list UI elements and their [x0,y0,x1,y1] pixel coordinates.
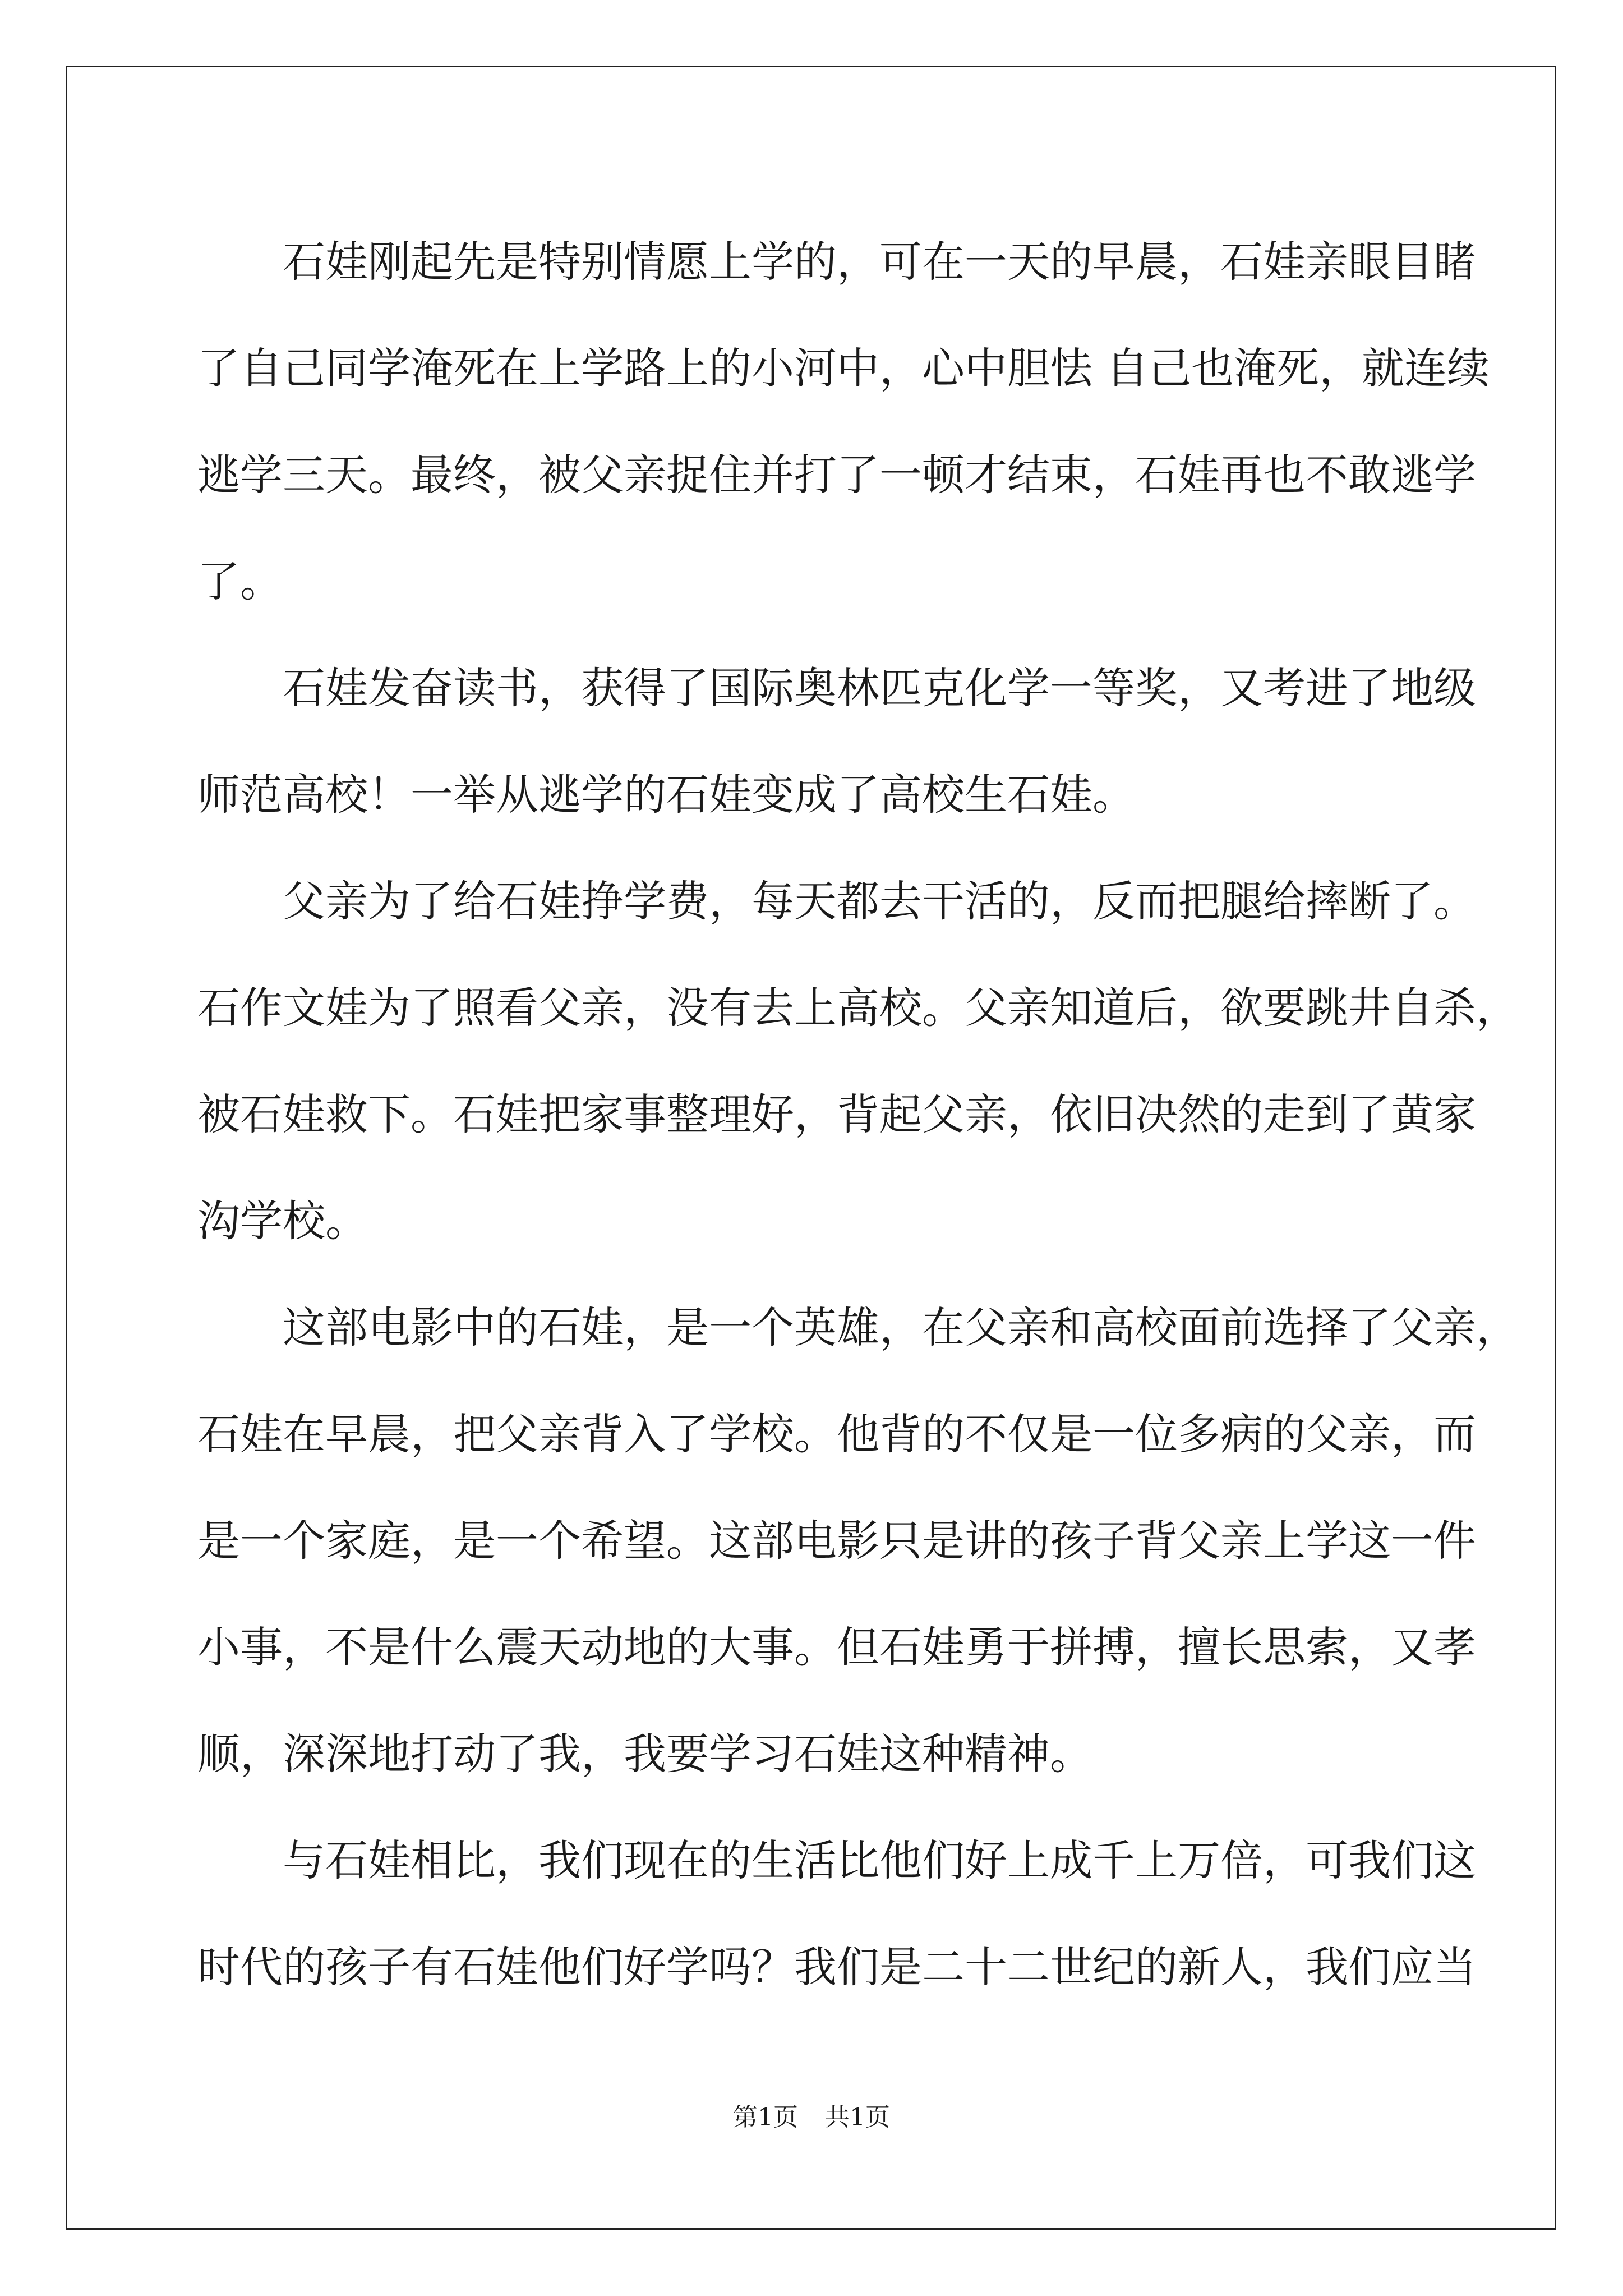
text-line: 石娃发奋读书，获得了国际奥林匹克化学一等奖，又考进了地级 [283,663,1476,713]
text-line: 沟学校。 [197,1196,368,1246]
text-line: 石娃在早晨，把父亲背入了学校。他背的不仅是一位多病的父亲，而 [197,1409,1476,1459]
text-line: 时代的孩子有石娃他们好学吗？我们是二十二世纪的新人，我们应当 [197,1942,1476,1992]
text-line: 逃学三天。最终，被父亲捉住并打了一顿才结束，石娃再也不敢逃学 [197,450,1476,500]
text-line: 了。 [197,556,283,606]
page-number-current: 第1页 [733,2103,798,2132]
text-line: 石娃刚起先是特别情愿上学的，可在一天的早晨，石娃亲眼目睹 [283,237,1476,287]
page-footer [0,2097,1623,2133]
page-number-total: 共1页 [825,2103,890,2132]
text-line: 顺，深深地打动了我，我要学习石娃这种精神。 [197,1729,1092,1779]
text-line: 被石娃救下。石娃把家事整理好，背起父亲，依旧决然的走到了黄家 [197,1089,1476,1139]
text-line: 与石娃相比，我们现在的生活比他们好上成千上万倍，可我们这 [283,1835,1476,1885]
text-line: 石作文娃为了照看父亲，没有去上高校。父亲知道后，欲要跳井自杀， [197,983,1519,1033]
text-line: 是一个家庭，是一个希望。这部电影只是讲的孩子背父亲上学这一件 [197,1516,1476,1566]
text-line: 小事，不是什么震天动地的大事。但石娃勇于拼搏，擅长思索，又孝 [197,1622,1476,1672]
text-line: 了自己同学淹死在上学路上的小河中，心中胆怯 自己也淹死，就连续 [197,343,1490,393]
text-line: 这部电影中的石娃，是一个英雄，在父亲和高校面前选择了父亲， [283,1303,1519,1352]
document-body [197,209,1519,2021]
text-line: 师范高校！一举从逃学的石娃变成了高校生石娃。 [197,770,1135,820]
text-line: 父亲为了给石娃挣学费，每天都去干活的，反而把腿给摔断了。 [283,876,1476,926]
